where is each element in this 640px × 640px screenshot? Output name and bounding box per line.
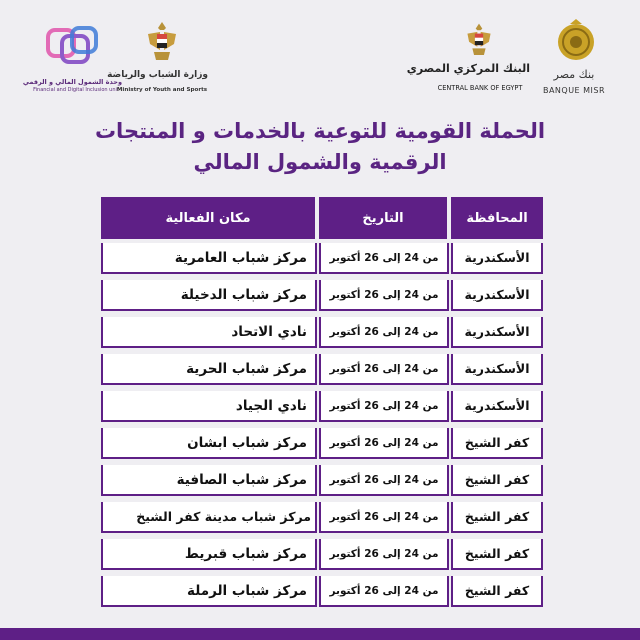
column-divider bbox=[447, 502, 449, 533]
cell-date: من 24 إلى 26 أكتوبر bbox=[319, 354, 447, 385]
eagle-emblem-icon bbox=[144, 20, 180, 66]
table-row bbox=[101, 354, 543, 387]
header-venue: مكان الفعالية bbox=[101, 197, 315, 239]
column-divider bbox=[315, 428, 317, 459]
column-divider bbox=[315, 465, 317, 496]
column-divider bbox=[447, 317, 449, 348]
table-row bbox=[101, 391, 543, 424]
gold-seal-icon bbox=[556, 18, 596, 64]
column-divider bbox=[315, 391, 317, 422]
inclusion-caption-ar: وحدة الشمول المالي و الرقمي bbox=[22, 78, 122, 86]
column-divider bbox=[315, 502, 317, 533]
title-line-1: الحملة القومية للتوعية بالخدمات و المنتجات bbox=[94, 119, 546, 143]
ministry-caption-ar: وزارة الشباب والرياضة bbox=[107, 70, 208, 80]
column-divider bbox=[447, 428, 449, 459]
inclusion-unit-logo bbox=[22, 22, 122, 93]
table-row bbox=[101, 539, 543, 572]
column-divider bbox=[447, 354, 449, 385]
cell-governorate: الأسكندرية bbox=[451, 317, 543, 348]
cell-governorate: كفر الشيخ bbox=[451, 576, 543, 607]
table-row bbox=[101, 465, 543, 498]
cell-date: من 24 إلى 26 أكتوبر bbox=[319, 576, 447, 607]
cell-date: من 24 إلى 26 أكتوبر bbox=[319, 465, 447, 496]
column-divider bbox=[315, 317, 317, 348]
title-line-2: الرقمية والشمول المالي bbox=[193, 150, 447, 174]
column-divider bbox=[447, 576, 449, 607]
cell-governorate: الأسكندرية bbox=[451, 391, 543, 422]
cell-venue: نادي الاتحاد bbox=[101, 317, 315, 348]
column-divider bbox=[315, 280, 317, 311]
cbe-caption-en: CENTRAL BANK OF EGYPT bbox=[437, 84, 523, 92]
eagle-emblem-icon bbox=[464, 22, 494, 60]
table-row bbox=[101, 502, 543, 535]
ministry-caption-en: Ministry of Youth and Sports bbox=[116, 87, 208, 93]
cell-date: من 24 إلى 26 أكتوبر bbox=[319, 391, 447, 422]
campaign-title bbox=[60, 116, 580, 178]
bm-caption-ar: بنك مصر bbox=[553, 68, 595, 81]
cell-date: من 24 إلى 26 أكتوبر bbox=[319, 243, 447, 274]
cell-venue: مركز شباب العامرية bbox=[101, 243, 315, 274]
cell-venue: مركز شباب مدينة كفر الشيخ bbox=[101, 502, 315, 533]
cell-date: من 24 إلى 26 أكتوبر bbox=[319, 502, 447, 533]
cell-venue: مركز شباب قبريط bbox=[101, 539, 315, 570]
cell-governorate: كفر الشيخ bbox=[451, 502, 543, 533]
cell-date: من 24 إلى 26 أكتوبر bbox=[319, 539, 447, 570]
events-table bbox=[101, 197, 543, 599]
cell-venue: مركز شباب الدخيلة bbox=[101, 280, 315, 311]
inclusion-caption-en: Financial and Digital Inclusion unit bbox=[33, 87, 119, 93]
cbe-caption-ar: البنك المركزي المصري bbox=[406, 62, 530, 75]
cell-governorate: كفر الشيخ bbox=[451, 539, 543, 570]
cell-venue: مركز شباب الرملة bbox=[101, 576, 315, 607]
cell-governorate: الأسكندرية bbox=[451, 280, 543, 311]
central-bank-logo bbox=[406, 22, 530, 102]
table-row bbox=[101, 317, 543, 350]
header-governorate: المحافظة bbox=[451, 197, 543, 239]
ministry-logo bbox=[107, 18, 208, 102]
cell-venue: مركز شباب الحرية bbox=[101, 354, 315, 385]
cell-date: من 24 إلى 26 أكتوبر bbox=[319, 317, 447, 348]
column-divider bbox=[315, 243, 317, 274]
table-header bbox=[101, 197, 543, 241]
column-divider bbox=[315, 354, 317, 385]
cell-governorate: الأسكندرية bbox=[451, 243, 543, 274]
bm-caption-en: BANQUE MISR bbox=[542, 86, 606, 95]
table-row bbox=[101, 576, 543, 609]
column-divider bbox=[447, 465, 449, 496]
column-divider bbox=[447, 391, 449, 422]
cell-date: من 24 إلى 26 أكتوبر bbox=[319, 428, 447, 459]
cell-governorate: كفر الشيخ bbox=[451, 428, 543, 459]
cell-venue: مركز شباب الصافية bbox=[101, 465, 315, 496]
column-divider bbox=[315, 576, 317, 607]
cell-venue: نادي الجياد bbox=[101, 391, 315, 422]
bottom-accent-bar bbox=[0, 628, 640, 640]
table-row bbox=[101, 428, 543, 461]
overlapping-squares-icon bbox=[42, 26, 104, 74]
column-divider bbox=[447, 243, 449, 274]
header-date: التاريخ bbox=[319, 197, 447, 239]
cell-governorate: كفر الشيخ bbox=[451, 465, 543, 496]
column-divider bbox=[315, 539, 317, 570]
cell-governorate: الأسكندرية bbox=[451, 354, 543, 385]
table-row bbox=[101, 280, 543, 313]
cell-date: من 24 إلى 26 أكتوبر bbox=[319, 280, 447, 311]
column-divider bbox=[447, 280, 449, 311]
column-divider bbox=[447, 539, 449, 570]
table-row bbox=[101, 243, 543, 276]
banque-misr-logo bbox=[536, 18, 620, 102]
cell-venue: مركز شباب ابشان bbox=[101, 428, 315, 459]
